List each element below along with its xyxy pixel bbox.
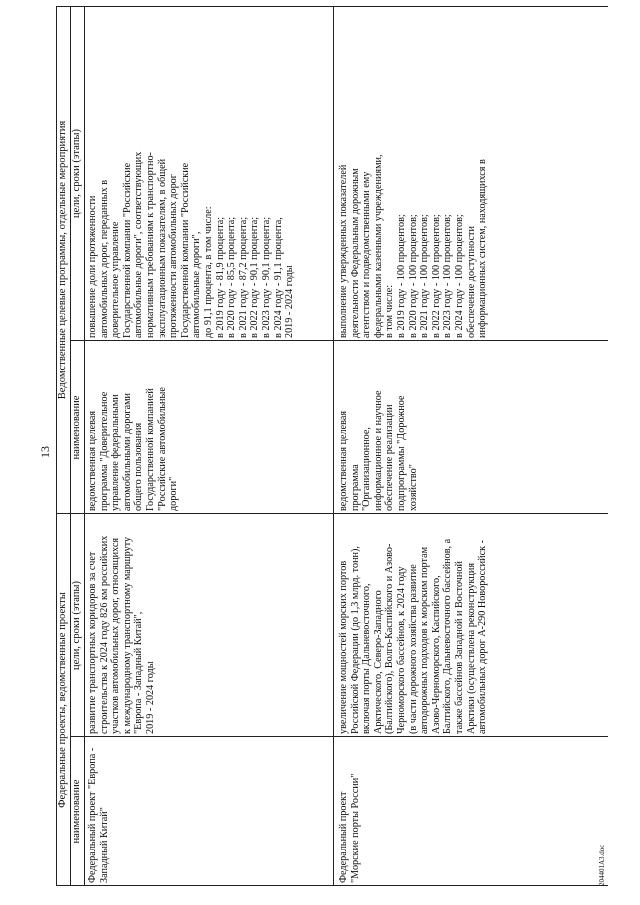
row1-project-goals: развитие транспортных коридоров за счет строительства к 2024 году 826 км российских участков автомобильных дорог, относящихся к международному транспортному маршруту "Европа - Западный Китай", 2019 - 2024 годы (87, 535, 156, 734)
rotated-document-page (38, 6, 608, 886)
group-divider (56, 513, 608, 514)
header-bottom-border (84, 6, 85, 886)
row-divider (333, 6, 334, 886)
column-divider (70, 736, 608, 737)
column-divider (70, 340, 608, 341)
row1-project-name: Федеральный проект "Европа - Западный Китай" (87, 747, 110, 883)
page-number: 13 (38, 446, 52, 458)
row2-project-goals: увеличение мощностей морских портов Российской Федерации (до 1,3 млрд. тонн), включая порты Дальневосточного, Арктического, Северо-Западного (Балтийского), Волго-Каспийского и Азово- Черноморского бассейнов, к 2024 году (в части дорожного хозяйства развитие автодорожных подходов к морским портам Азово-Черноморского, Каспийского, Балтийского, Дальневосточного бассейнов, а также бассейнов Западной и Восточной Арктики (осуществлена реконструкция автомобильных дорог А-290 Новороссийск - (338, 538, 489, 734)
table-left-border (56, 885, 608, 886)
header-col-name: наименование (71, 779, 82, 844)
file-name-footer: 204401A3.doc (598, 844, 606, 886)
row2-project-name: Федеральный проект "Морские порты России" (338, 773, 361, 883)
header-federal-projects: Федеральные проекты, ведомственные проекты (57, 592, 68, 808)
header-col-goals: цели, сроки (этапы) (71, 580, 82, 671)
row2-program-name: ведомственная целевая программа "Организационное, информационное и научное обеспечение реализации подпрограммы "Дорожное хозяйство" (338, 390, 419, 511)
row2-program-goals: выполнение утвержденных показателей деятельности Федеральным дорожным агентством и подведомственными ему федеральными казенными учреждениями, в том числе: в 2019 году - 100 процентов; в 2020 году - 100 процентов; в 2021 году - 100 процентов; в 2022 году - 100 процентов; в 2023 году - 100 процентов; в 2024 году - 100 процентов; обеспечение доступности информационных систем, находящихся в (338, 154, 489, 338)
row1-program-goals: повышение доли протяженности автомобильных дорог, переданных в доверительное управление Государственной компании "Российские автомобильные дороги", соответствующих нормативным требованиям к транспортно- эксплуатационным показателям, в общей протяженности автомобильных дорог Государственной компании "Российские автомобильные дороги", до 91,1 процента, в том числе: в 2019 году - 81,9 процента; в 2020 году - 85,5 процента; в 2021 году - 87,2 процента; в 2022 году - 90,1 процента; в 2023 году - 90,1 процента; в 2024 году - 91,1 процента, 2019 - 2024 годы (87, 151, 296, 338)
header-col-goals-2: цели, сроки (этапы) (71, 128, 82, 219)
header-col-name-2: наименование (71, 395, 82, 460)
header-departmental-programs: Ведомственные целевые программы, отдельные мероприятия (57, 120, 68, 400)
table-right-border (56, 6, 608, 7)
row1-program-name: ведомственная целевая программа "Доверительное управление федеральными автомобильными дорогами общего пользования Государственной компанией "Российские автомобильные дороги" (87, 387, 180, 511)
